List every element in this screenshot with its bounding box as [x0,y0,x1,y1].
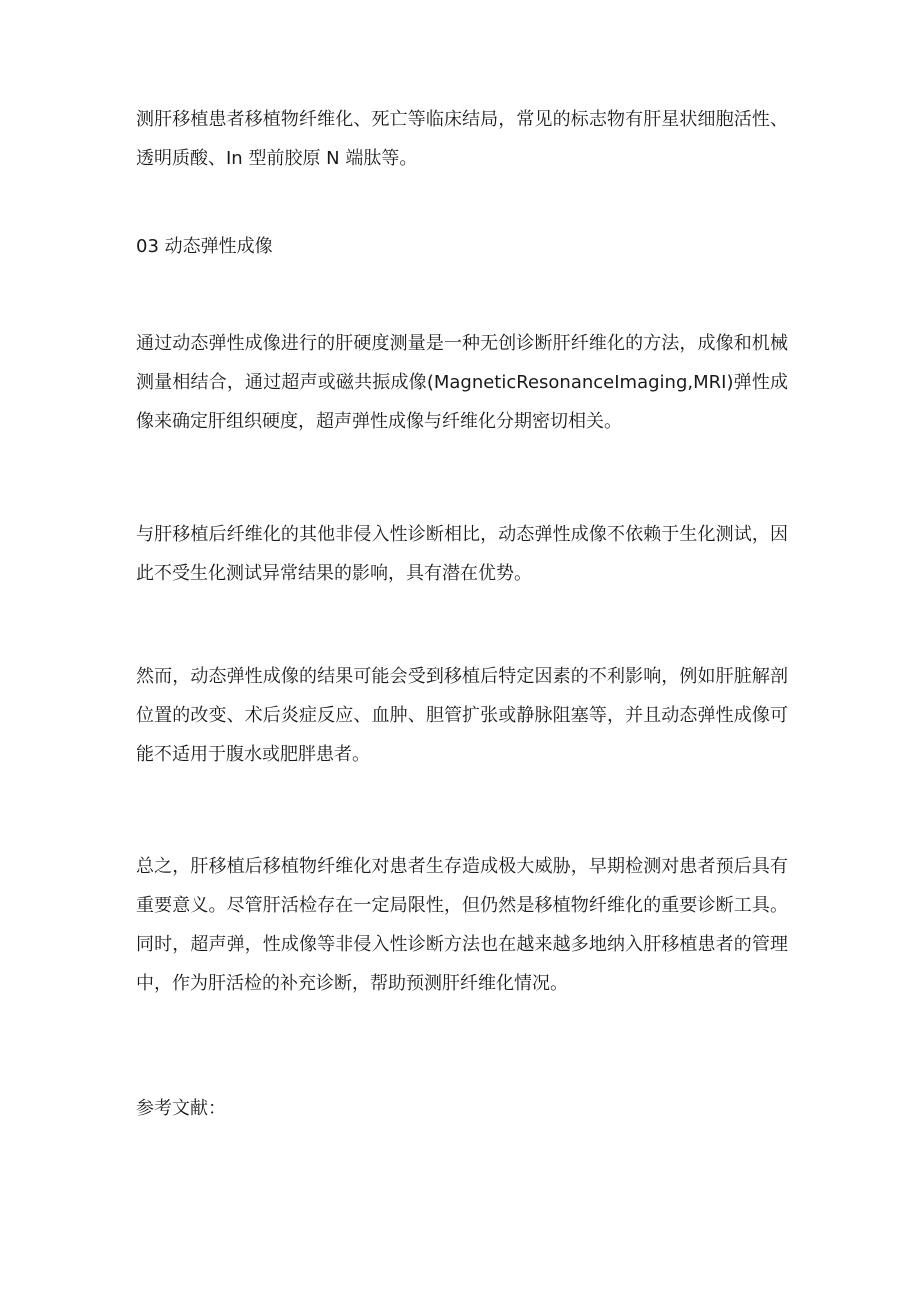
section-heading: 03 动态弹性成像 [136,236,273,257]
paragraph-elastography-method: 通过动态弹性成像进行的肝硬度测量是一种无创诊断肝纤维化的方法，成像和机械测量相结合，通过超声或磁共振成像(MagneticResonanceImaging,MRI)弹性成像来确定肝组织硬度，超声弹性成像与纤维化分期密切相关。 [136,333,788,432]
references-heading: 参考文献： [136,1098,226,1119]
paragraph-elastography-advantage: 与肝移植后纤维化的其他非侵入性诊断相比，动态弹性成像不依赖于生化测试，因此不受生化测试异常结果的影响，具有潜在优势。 [136,524,788,584]
paragraph-elastography-limitations: 然而，动态弹性成像的结果可能会受到移植后特定因素的不利影响，例如肝脏解剖位置的改变、术后炎症反应、血肿、胆管扩张或静脉阻塞等，并且动态弹性成像可能不适用于腹水或肥胖患者。 [136,666,788,765]
paragraph-conclusion: 总之，肝移植后移植物纤维化对患者生存造成极大威胁，早期检测对患者预后具有重要意义。尽管肝活检存在一定局限性，但仍然是移植物纤维化的重要诊断工具。同时，超声弹，性成像等非侵入性诊断方法也在越来越多地纳入肝移植患者的管理中，作为肝活检的补充诊断，帮助预测肝纤维化情况。 [136,856,788,994]
paragraph-biomarkers: 测肝移植患者移植物纤维化、死亡等临床结局，常见的标志物有肝星状细胞活性、透明质酸、In 型前胶原 N 端肽等。 [136,109,788,169]
